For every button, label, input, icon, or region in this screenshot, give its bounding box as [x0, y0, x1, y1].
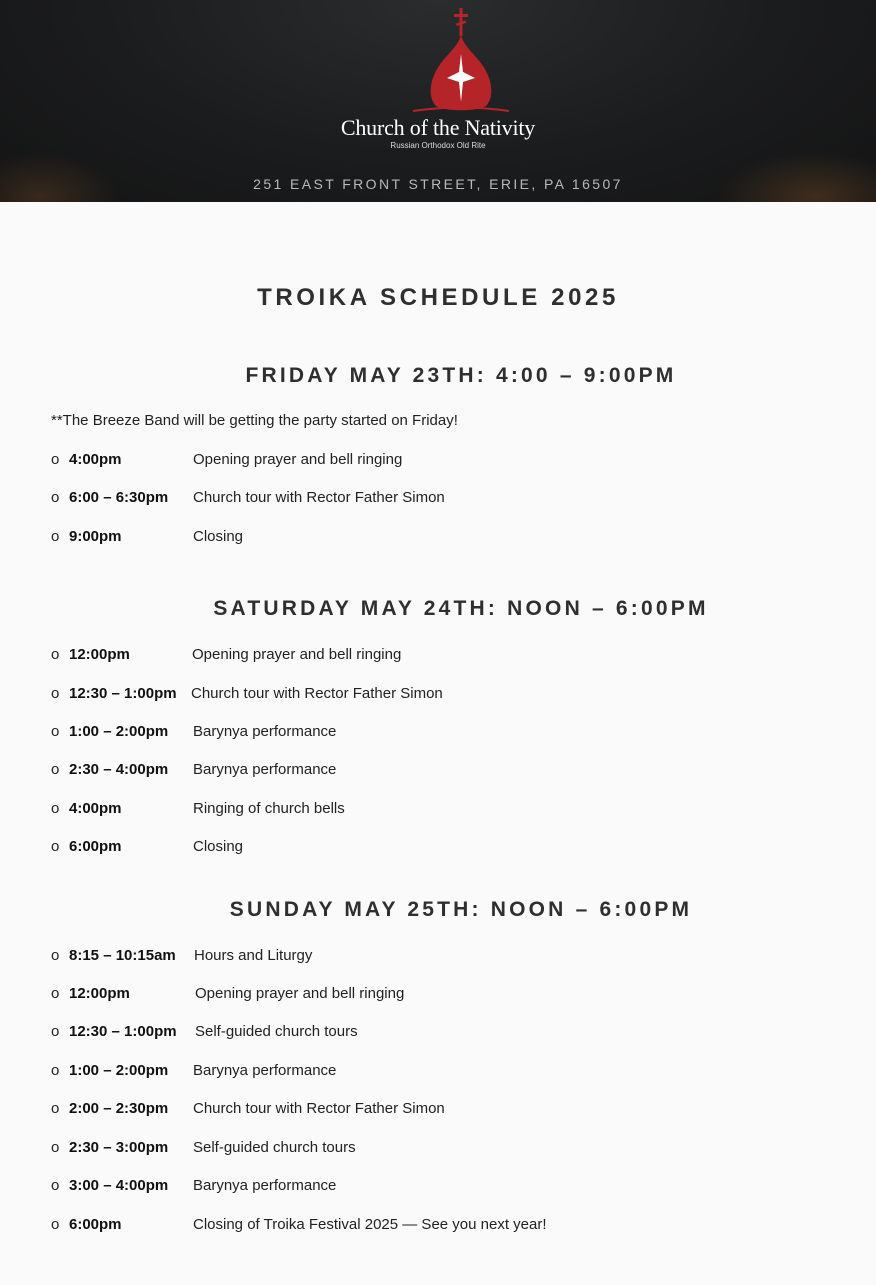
event-description: Closing of Troika Festival 2025 — See you next year!: [193, 1216, 547, 1233]
site-logo-link[interactable]: [0, 0, 876, 160]
event-description: Barynya performance: [193, 723, 337, 740]
event-description: Barynya performance: [193, 761, 337, 778]
bullet: o: [51, 528, 60, 545]
event-time: 12:00pm: [69, 646, 130, 663]
event-time: 2:30 – 4:00pm: [69, 761, 169, 778]
bullet: o: [51, 646, 60, 663]
event-time: 12:30 – 1:00pm: [69, 685, 177, 702]
bullet: o: [51, 838, 60, 855]
day-title-friday: FRIDAY MAY 23TH: 4:00 – 9:00PM: [245, 364, 677, 387]
bullet: o: [51, 451, 60, 468]
church-subtitle: Russian Orthodox Old Rite: [390, 141, 486, 150]
bullet: o: [51, 985, 60, 1002]
event-description: Church tour with Rector Father Simon: [193, 1100, 445, 1117]
event-time: 2:30 – 3:00pm: [69, 1139, 169, 1156]
onion-dome-cross-icon: [411, 8, 511, 120]
event-description: Ringing of church bells: [193, 800, 345, 817]
bullet: o: [51, 1177, 60, 1194]
event-description: Opening prayer and bell ringing: [192, 646, 402, 663]
event-description: Closing: [193, 838, 244, 855]
page-title: TROIKA SCHEDULE 2025: [257, 284, 619, 311]
bullet: o: [51, 1100, 60, 1117]
event-description: Opening prayer and bell ringing: [195, 985, 405, 1002]
church-name: Church of the Nativity: [340, 115, 536, 140]
bullet: o: [51, 1023, 60, 1040]
event-time: 4:00pm: [69, 451, 122, 468]
event-description: Barynya performance: [193, 1062, 337, 1079]
site-header: [0, 0, 876, 202]
event-time: 6:00pm: [69, 838, 122, 855]
event-description: Self-guided church tours: [195, 1023, 358, 1040]
bullet: o: [51, 800, 60, 817]
bullet: o: [51, 723, 60, 740]
bullet: o: [51, 489, 60, 506]
event-time: 8:15 – 10:15am: [69, 947, 176, 964]
event-time: 9:00pm: [69, 528, 122, 545]
event-description: Barynya performance: [193, 1177, 337, 1194]
friday-note: **The Breeze Band will be getting the party started on Friday!: [51, 412, 458, 429]
event-time: 12:00pm: [69, 985, 130, 1002]
event-description: Opening prayer and bell ringing: [193, 451, 403, 468]
event-time: 1:00 – 2:00pm: [69, 723, 169, 740]
event-time: 12:30 – 1:00pm: [69, 1023, 177, 1040]
bullet: o: [51, 761, 60, 778]
event-description: Church tour with Rector Father Simon: [191, 685, 443, 702]
event-time: 6:00 – 6:30pm: [69, 489, 169, 506]
church-address: 251 EAST FRONT STREET, ERIE, PA 16507: [253, 176, 623, 192]
event-time: 1:00 – 2:00pm: [69, 1062, 169, 1079]
event-time: 6:00pm: [69, 1216, 122, 1233]
bullet: o: [51, 947, 60, 964]
event-time: 4:00pm: [69, 800, 122, 817]
bullet: o: [51, 1139, 60, 1156]
event-time: 3:00 – 4:00pm: [69, 1177, 169, 1194]
event-time: 2:00 – 2:30pm: [69, 1100, 169, 1117]
event-description: Hours and Liturgy: [194, 947, 313, 964]
day-title-saturday: SATURDAY MAY 24TH: NOON – 6:00PM: [213, 597, 709, 620]
bullet: o: [51, 685, 60, 702]
event-description: Church tour with Rector Father Simon: [193, 489, 445, 506]
bullet: o: [51, 1216, 60, 1233]
bullet: o: [51, 1062, 60, 1079]
day-title-sunday: SUNDAY MAY 25TH: NOON – 6:00PM: [229, 898, 693, 921]
event-description: Closing: [193, 528, 244, 545]
event-description: Self-guided church tours: [193, 1139, 356, 1156]
